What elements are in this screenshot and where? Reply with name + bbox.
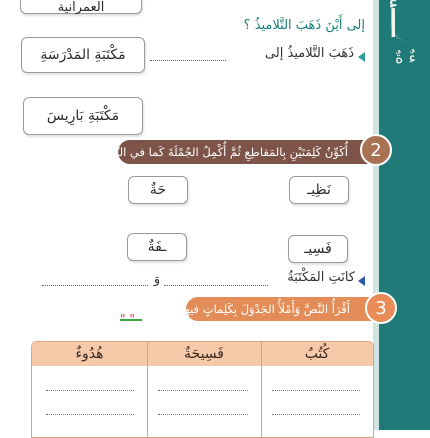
table-header-cell: هُدُوءٌ: [75, 346, 104, 362]
syllable-left-2: ـفَةٌ: [147, 239, 167, 255]
bullet-icon: [358, 276, 365, 286]
choice-paris-library[interactable]: [23, 97, 143, 135]
words-table: [31, 341, 374, 438]
strip-letter-sub: ءٌ ةٌ: [395, 48, 416, 67]
section-two-banner: [102, 140, 374, 164]
syllable-box-left-1[interactable]: [128, 176, 188, 204]
table-answer-line[interactable]: [272, 414, 360, 415]
table-answer-line[interactable]: [46, 414, 134, 415]
sentence-two-prefix: كانَتِ المَكْتَبَةُ: [287, 270, 355, 285]
green-underline: [120, 319, 142, 321]
bullet-icon: [358, 52, 365, 62]
answer-line-one[interactable]: [150, 60, 226, 61]
section-three-number-badge: [365, 292, 397, 324]
answer-line-two-a[interactable]: [164, 285, 268, 286]
syllable-right-1: نَظِيـ: [307, 182, 331, 198]
section-two-instruction: أُكَوِّنُ كَلِمَتَيْنِ بِالمَقاطِعِ ثُمَّ أُكْمِلُ الجُمْلَةَ كَما في النَّصِّ: [102, 145, 348, 159]
table-divider: [147, 342, 148, 437]
table-header-cell: فَسِيحَةٌ: [184, 346, 224, 362]
top-choice-box: [20, 0, 142, 14]
choice-school-library[interactable]: [21, 37, 145, 73]
red-quote-marks: " ": [120, 312, 135, 326]
syllable-right-2: فَسِيـ: [304, 241, 332, 257]
section-three-number: 3: [375, 297, 387, 319]
top-choice-text: العمرانية: [57, 0, 105, 15]
section-two-number-badge: [360, 134, 392, 166]
syllable-box-right-1[interactable]: [289, 176, 349, 204]
choice-school-library-text: مَكْتَبَةِ المَدْرَسَةِ: [40, 47, 126, 63]
table-answer-line[interactable]: [272, 390, 360, 391]
section-three-instruction: أَقْرَأُ النَّصَّ وَأَمْلَأُ الجَدْوَلَ بِكَلِماتٍ فيها: [181, 302, 350, 316]
sentence-one: ذَهَبَ التَّلاميذُ إلى: [264, 46, 354, 61]
section-three-banner: [181, 297, 376, 321]
syllable-box-right-2[interactable]: [288, 235, 348, 263]
strip-letter: أَ: [388, 2, 399, 46]
table-answer-line[interactable]: [158, 390, 248, 391]
sentence-two-connector: وَ: [153, 272, 161, 287]
choice-paris-library-text: مَكْتَبَةِ بَارِيسَ: [46, 108, 120, 124]
syllable-left-1: حَةٌ: [149, 182, 167, 198]
table-answer-line[interactable]: [158, 414, 248, 415]
section-two-number: 2: [370, 139, 382, 161]
question-text: إلى أَيْنَ ذَهَبَ التَّلاميذُ ؟: [243, 18, 365, 33]
table-answer-line[interactable]: [46, 390, 134, 391]
answer-line-two-b[interactable]: [42, 285, 148, 286]
table-divider: [261, 342, 262, 437]
table-header-cell: كُتُبٌ: [304, 346, 330, 362]
syllable-box-left-2[interactable]: [127, 233, 187, 261]
